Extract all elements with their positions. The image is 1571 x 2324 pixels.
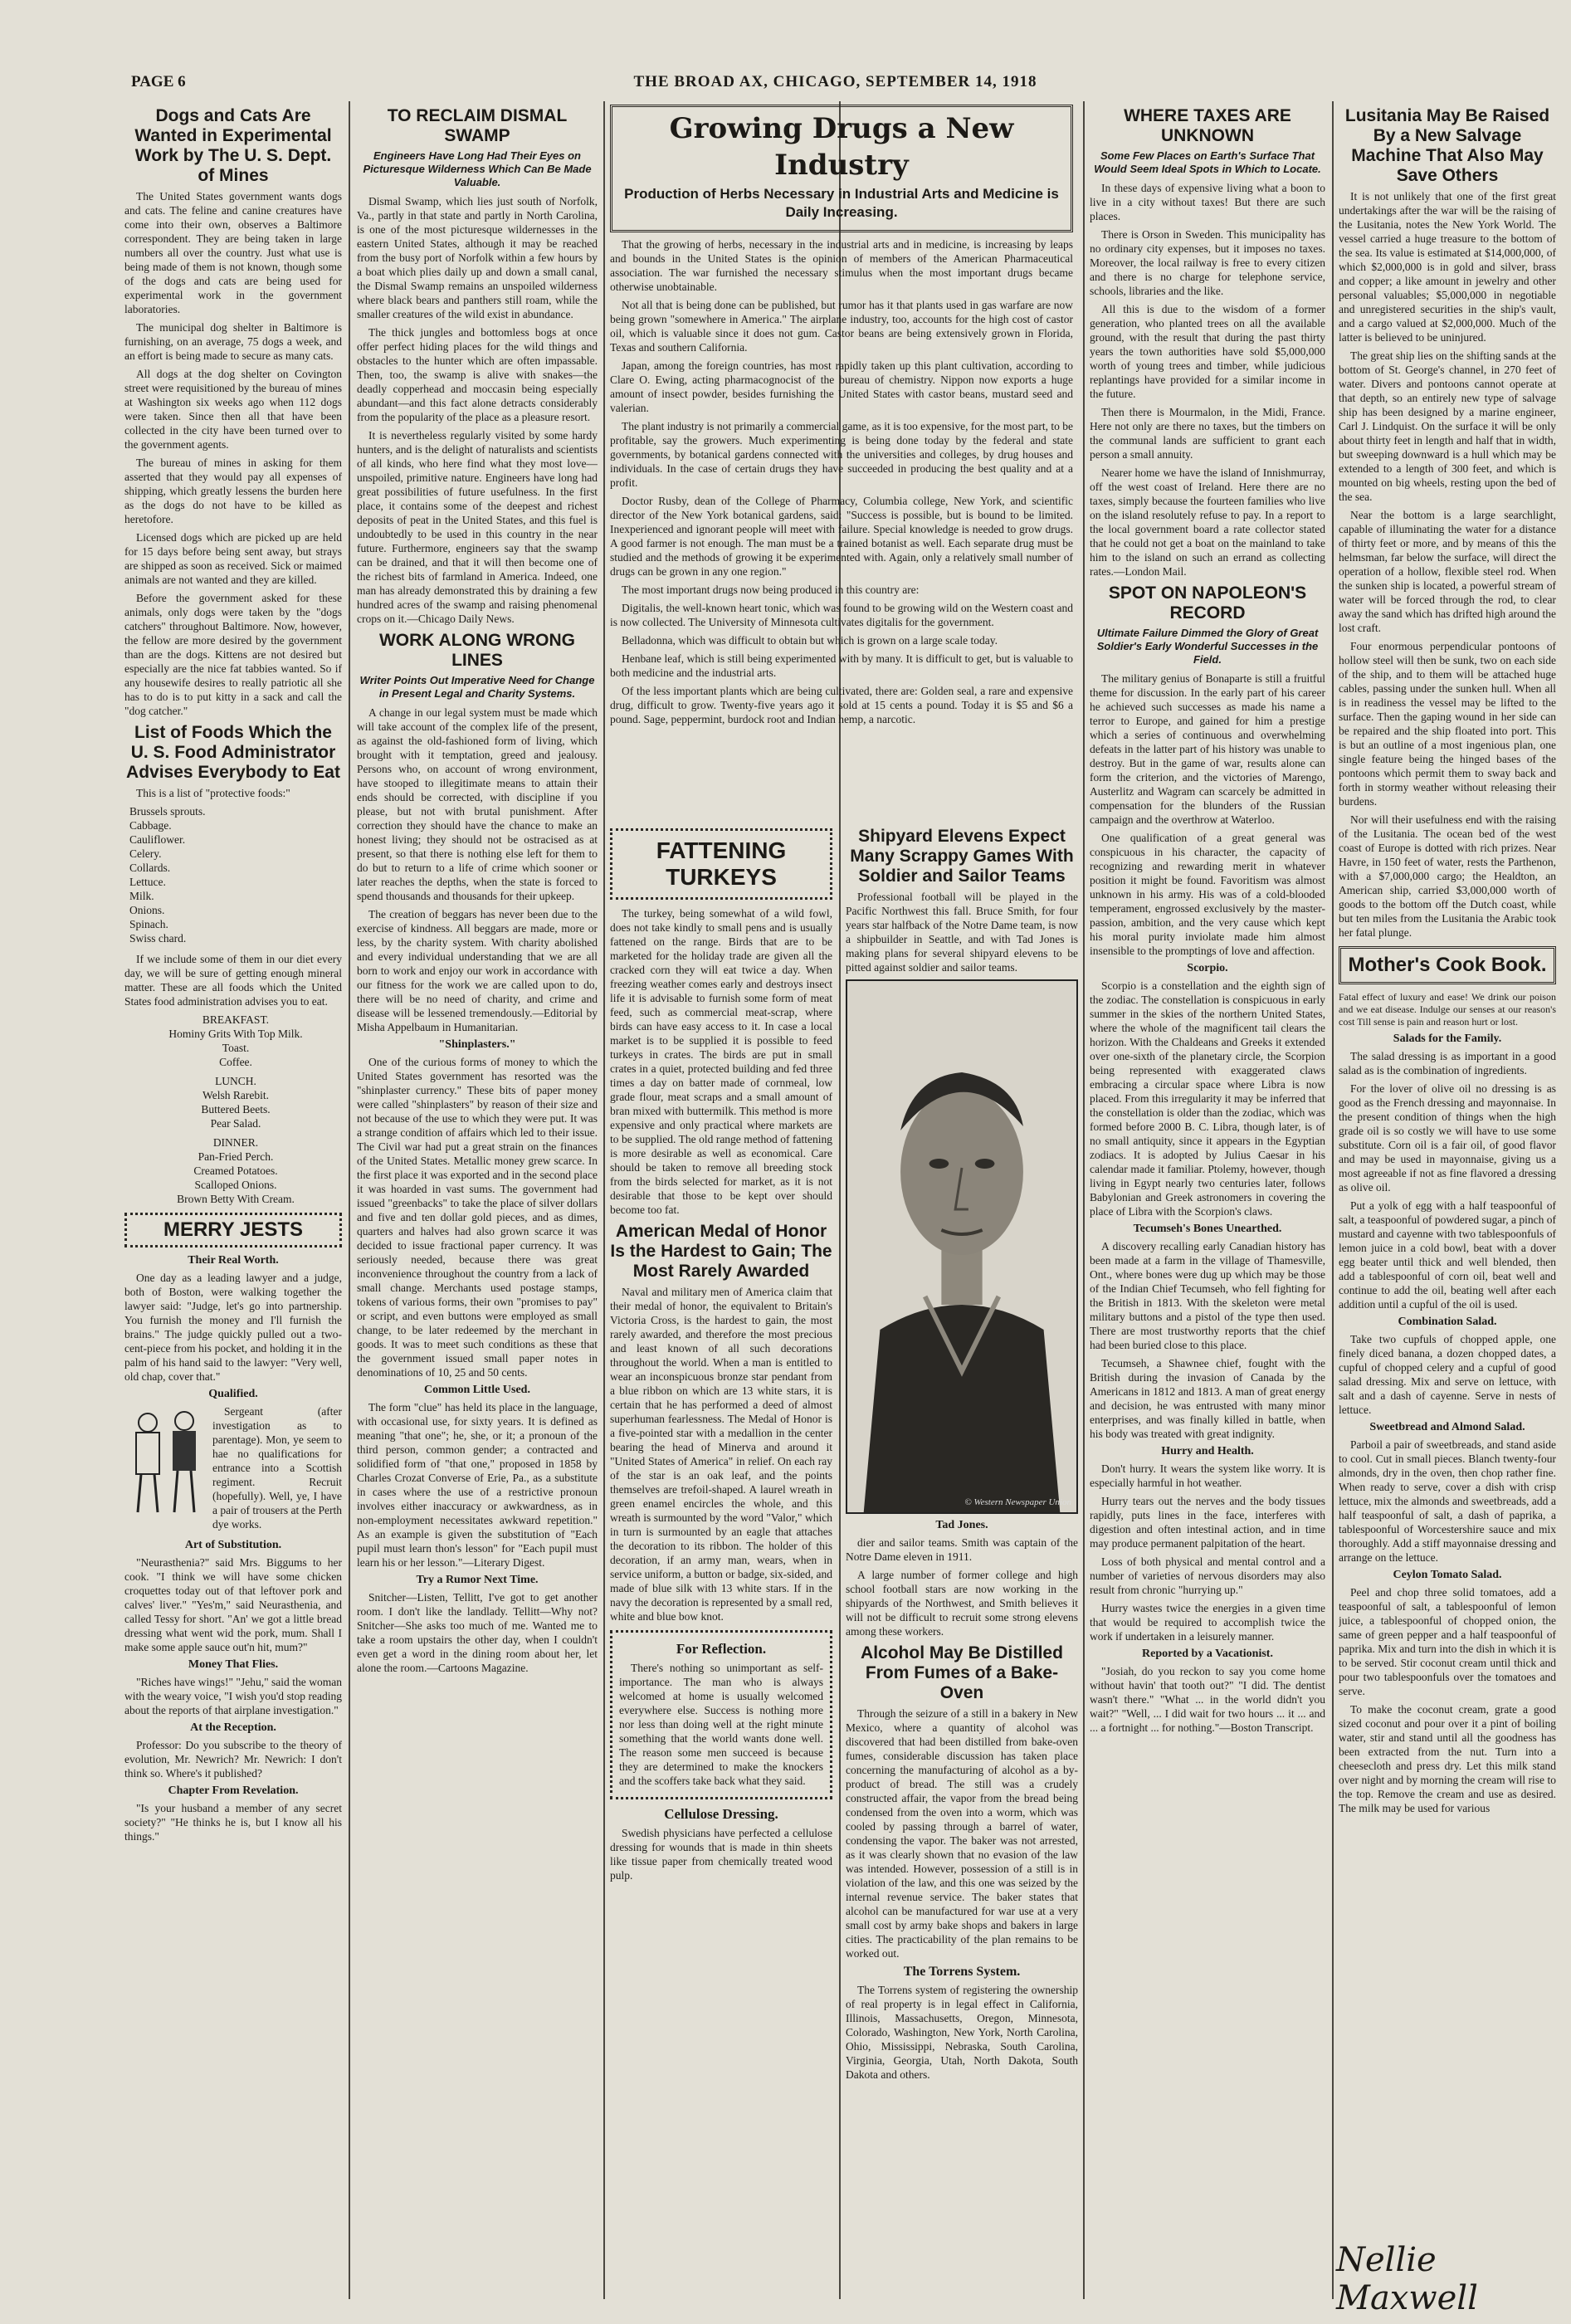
list-item: Spinach. [129,918,168,930]
article-text: Nearer home we have the island of Innishmurray, off the west coast of Ireland. Here there are no taxes, simply because the fourteen families who live on the island resolutely refuse to pay. In a report to the local government board a rate collector stated that he could not get a boat on the mainland to take him to the island on such an errand as collecting rates.—London Mail. [1090,466,1325,578]
article-text: The bureau of mines in asking for them asserted that they would pay all expenses of shipping, which greatly lessens the burden here as the dogs do not have to be killed as heretofore. [124,456,342,525]
headline-medal-of-honor: American Medal of Honor Is the Hardest to Gain; The Most Rarely Awarded [610,1222,832,1281]
cartoon-soldiers-illustration [124,1404,207,1529]
subheadline: Some Few Places on Earth's Surface That Would Seem Ideal Spots in Which to Locate. [1094,149,1321,175]
article-text: The United States government wants dogs and cats. The feline and canine creatures have come into their own, observes a Baltimore correspondent. They are being taken in large numbers all over the country. Just what use is being made of them is not known, though some of the dogs and cats are being used for experimental work in the government laboratories. [124,190,342,315]
article-text: The turkey, being somewhat of a wild fowl, does not take kindly to small pens and is usually fattened on the range. Birds that are to be marketed for the holiday trade are given all the cracked corn they will eat twice a day. When freezing weather comes early and destroys insect life it is advisable to furnish some form of meat feed, such as commercial meat-scrap, where birds can have easy access to it. In case a local market is to be supplied it is possible to feed turkeys in crates. The birds are put in small crates in a quiet, protected building and fed three times a day on batter made of cornmeal, low grade flour, meat scraps and a small amount of bran mixed with buttermilk. This method is more expensive and only practical where markets are to be supplied. The old range method of fattening is more desirable as well as economical. Care should be taken to remove all breeding stock from the birds selected for market, as it is not desirable that those to be kept over should become too fat. [610,907,832,1216]
section-heading: Reported by a Vacationist. [1142,1648,1273,1660]
article-text: Japan, among the foreign countries, has most rapidly taken up this plant cultivation, according to Clare O. Ewing, acting pharmacognocist of the bureau of chemistry. Nippon now exports a huge amount of insect powder, besides furnishing the United States with castor beans, mustard seed and valerian. [610,359,1073,414]
article-text: Naval and military men of America claim that their medal of honor, the equivalent to Britain's Victoria Cross, is the hardest to gain, the most rarely awarded, and therefore the most precious and least known of all such decorations throughout the world. When a man is entitled to wear an inconspicuous bronze star pendant from a blue ribbon on which are 13 white stars, it is certain that he has performed a deed of almost superhuman fearlessness. The Medal of Honor is a five-pointed star with a medallion in the center bearing the head of Minerva and around it "United States of America" in relief. On each ray of the star is an oak leaf, and the points themselves are trefoil-shaped. A laurel wreath in green enamel encircles the whole, and this wreath is surmounted by the word "Valor," which in turn is surmounted by an eagle that attaches the decoration to its ribbon. The holder of this decoration, if an army man, wears, when in service uniform, a button or badge, six-sided, and made of blue silk with 13 white stars. If in the navy the decoration is represented by a small red, white and blue bow knot. [610,1286,832,1623]
column-rule [1083,101,1085,2299]
jest-with-cartoon [124,1404,342,1536]
column-rule [349,101,350,2299]
merry-jests-title: MERRY JESTS [163,1218,304,1241]
article-text: Hurry wastes twice the energies in a given time that would be required to accomplish twice the work if undertaken in a leisurely manner. [1090,1602,1325,1643]
article-text: The creation of beggars has never been due to the exercise of kindness. All beggars are made, more or less, by the charity system. With charity abolished and every individual understanding that we are all born to work and enjoy our work in accordance with our fitness for the work we are called upon to do, there will be no need of charity, and crime and disease will be lessened tremendously.—Editorial by Misha Appelbaum in Humanitarian. [357,908,598,1033]
article-text: Near the bottom is a large searchlight, capable of illuminating the water for a distance of thirty feet or more, and by means of this the helmsman, far below the surface, will direct the operation of a hollow, flexible steel rod. When the sunken ship is located, a powerful stream of water will be forced through the rod, to clear away the sand which has drifted high around the lost craft. [1339,509,1556,634]
menu-heading: LUNCH. [215,1075,256,1087]
masthead [124,73,1546,93]
article-text: The salad dressing is as important in a good salad as is the combination of ingredients. [1339,1050,1556,1077]
portrait-image [847,981,1076,1512]
article-text: The municipal dog shelter in Baltimore is furnishing, on an average, 75 dogs a week, and an effort is being made to secure as many cats. [124,321,342,362]
jest-text: Professor: Do you subscribe to the theory of evolution, Mr. Newrich? Mr. Newrich: I don't think so. Where's it published? [124,1739,342,1780]
article-text: Don't hurry. It wears the system like worry. It is especially harmful in hot weather. [1090,1462,1325,1489]
list-item: Brussels sprouts. [129,805,206,818]
article-text: Through the seizure of a still in a bakery in New Mexico, where a quantity of alcohol was discovered that had been distilled from bake-oven fumes, considerable discussion has taken place concerning the manufacturing of alcohol as a by-product of bread. The still was a crudely constructed affair, the vapor from the bread being condensed from the oven into a worm, which was cooled by passing through a barrel of water, condensing the vapor. The baker was not arrested, as it was clearly shown that no evasion of the law was intended. However, possession of a still is in violation of the law, and this one was seized by the internal revenue service. The baker states that alcohol can be manufactured for war use at a very small cost by army bake shops and bakers in large cities. The practicability of the plan remains to be worked out. [846,1707,1078,1960]
list-item: Collards. [129,862,171,874]
drugs-subheadline: Production of Herbs Necessary in Industrial Arts and Medicine is Daily Increasing. [624,186,1059,220]
page-number: PAGE 6 [131,73,186,90]
menu [129,1013,342,1206]
section-heading: The Torrens System. [903,1965,1021,1979]
menu-heading: DINNER. [212,1136,259,1149]
article-text: If we include some of them in our diet every day, we will be sure of getting enough mineral matter. These are all foods which the United States food administration advises you to eat. [124,953,342,1008]
jest-heading: Chapter From Revelation. [168,1784,299,1797]
article-text: Take two cupfuls of chopped apple, one finely diced banana, a dozen chopped dates, a cupful of chopped celery and a cupful of good salad dressing. Mix and serve on lettuce, with salt and a dash of cayenne. Serve in nests of lettuce. [1339,1333,1556,1416]
reflection-heading: For Reflection. [676,1641,767,1657]
article-text: Snitcher—Listen, Tellitt, I've got to get another room. I don't like the landlady. Tellitt—Why not? Snitcher—She asks too much of me. Wanted me to take a room upstairs the other day, when I couldn't even get a word in the dining room about her, let alone the room.—Cartoons Magazine. [357,1591,598,1674]
article-text: The most important drugs now being produced in this country are: [622,583,920,596]
article-text: In these days of expensive living what a boon to live in a city without taxes! But there are such places. [1090,182,1325,222]
section-heading: Scorpio. [1187,962,1228,974]
drugs-headline: Growing Drugs a New Industry [669,112,1014,182]
article-text: A large number of former college and high school football stars are now working in the shipyards of the Northwest, and Smith believes it will not be difficult to recruit some strong elevens among these workers. [846,1569,1078,1638]
article-text: That the growing of herbs, necessary in the industrial arts and in medicine, is increasing by leaps and bounds in the United States is the opinion of members of the American Pharmaceutical association. The war furnished the necessary stimulus when the most important drugs became otherwise unobtainable. [610,238,1073,293]
jest-text: "Is your husband a member of any secret society?" "He thinks he is, but I know all his things." [124,1802,342,1843]
article-text: Dismal Swamp, which lies just south of Norfolk, Va., partly in that state and partly in North Carolina, is one of the most picturesque wildernesses in the eastern United States, although it may be reached from the busy port of Norfolk within a few hours by a boat which plies daily up and down a small canal, the Dismal Swamp remains an unspoiled wilderness where black bears and panthers still roam, while the smaller creatures of the wild exist in abundance. [357,195,598,320]
menu-item: Brown Betty With Cream. [177,1193,295,1205]
column-3 [610,822,832,2299]
article-text: Belladonna, which was difficult to obtain but which is grown on a large scale today. [622,634,998,647]
article-text: Before the government asked for these animals, only dogs were taken by the "dogs catchers" throughout Baltimore. Now, however, the fellow are more desired by the government than are the dogs. Kittens are not desired but especially are the nice fat tabbies wanted. So if any housewife desires to really patriotic all she has to do is to put kitty in a sack and call the "dog catcher." [124,592,342,717]
article-text: Of the less important plants which are being cultivated, there are: Golden seal, a rare and expensive drug, difficult to grow. Twenty-five years ago it sold at 15 cents a pound. Today it is $5 and $6 a pound. Sage, peppermint, burdock root and Indian hemp, a narcotic. [610,685,1073,725]
article-text: The great ship lies on the shifting sands at the bottom of St. George's channel, in 270 feet of water. Divers and pontoons cannot operate at that depth, so an entirely new type of salvage ship has been designed by a marine engineer, Carl J. Lindquist. On the surface it will be only about thirty feet in length and half that in width, but sweeping downward is a hull which may be extended to a length of 300 feet, and which is mounted on big wheels, resting upon the bed of the sea. [1339,349,1556,503]
menu-item: Welsh Rarebit. [202,1089,269,1101]
article-text: A discovery recalling early Canadian history has been made at a farm in the village of Thamesville, Ont., where bones were dug up which may be those of the Indian Chief Tecumseh, who fell fighting for the British in 1813. With the skeleton were metal military buttons and a pistol of the type then used. There are most trustworthy reports that the chief had been buried close to this place. [1090,1240,1325,1351]
section-heading: Try a Rumor Next Time. [416,1574,539,1586]
turkeys-banner [610,828,832,900]
article-text: Henbane leaf, which is still being experimented with by many. It is difficult to get, but is valuable to both medicine and the industrial arts. [610,652,1073,679]
article-text: One of the curious forms of money to which the United States government has resorted was the "shinplaster currency." These bits of paper money were called "shinplasters" by reason of their size and not because of the use to which they were put. It was a strange condition of affairs which led to their issue. The Civil war had put a great strain on the finances of the United States. Metallic money grew scarce. In the first place it was exported and in the second place it was hoarded in vast sums. The government had issued "greenbacks" to take the place of silver dollars and five and ten dollar gold pieces, and as dimes, quarters and halves had also grown scarce it was decided to issue fractional paper currency. It was seriously needed, because there was great inconvenience throughout the country from a lack of small change. Merchants used postage stamps, tokens of various forms, their own "promises to pay" or script, and even buttons were employed as small change, to be later redeemed by the merchant in goods. It was to meet such conditions as these that the government issued small paper notes in denominations of 10, 25 and 50 cents. [357,1056,598,1379]
jest-text: One day as a leading lawyer and a judge, both of Boston, were walking together the lawyer said: "Judge, let's go into partnership. You furnish the money and I'll furnish the brains." The judge quickly pulled out a two-cent-piece from his pocket, and holding it in the palm of his hand said to the lawyer: "Very well, old chap, cover that." [124,1272,342,1383]
article-text: Digitalis, the well-known heart tonic, which was found to be growing wild on the Western coast and is now collected. The University of Minnesota cultivates digitalis for the government. [610,602,1073,628]
article-text: For the lover of olive oil no dressing is as good as the French dressing and mayonnaise. In the present condition of things when the high grade oil is so costly we will have to use some substitute. Corn oil is a fair oil, of good flavor and may be used in mayonnaise, giving us a most agreeable if not as fine flavored a dressing as olive oil. [1339,1082,1556,1194]
headline-napoleon: SPOT ON NAPOLEON'S RECORD [1108,583,1307,622]
cook-book-title: Mother's Cook Book. [1348,954,1547,976]
article-text: dier and sailor teams. Smith was captain of the Notre Dame eleven in 1911. [846,1536,1078,1563]
section-heading: Ceylon Tomato Salad. [1393,1569,1502,1581]
headline-lusitania: Lusitania May Be Raised By a New Salvage Machine That Also May Save Others [1344,106,1550,185]
column-rule [603,101,605,2299]
jest-heading: Their Real Worth. [188,1254,279,1267]
article-text: Four enormous perpendicular pontoons of hollow steel will then be sunk, two on each side of the ship, and to them will be attached huge cables, passing under the sunken hull. When all is in readiness the vessel may be lifted to the surface. Then the gaping wound in her side can be repaired and the ship floated into port. This is but an outline of a most ingenious plan, one single feature being the hinged bases of the pontoons which permit them to sway back and forth in stormy weather without releasing their burdens. [1339,640,1556,808]
article-text: Loss of both physical and mental control and a number of varieties of nervous disorders may also result from chronic "hurrying up." [1090,1555,1325,1596]
jest-text: "Riches have wings!" "Jehu," said the woman with the weary voice, "I wish you'd stop reading about the reports of that airplane investigation." [124,1676,342,1716]
subheadline: Engineers Have Long Had Their Eyes on Picturesque Wilderness Which Can Be Made Valuable. [363,149,592,188]
article-text: Put a yolk of egg with a half teaspoonful of salt, a teaspoonful of powdered sugar, a pinch of mustard and cayenne with two tablespoonfuls of lemon juice in a cold bowl, beat with a dover egg beater until thick and well blended, then add a tablespoonful of corn oil, beat well and continue to add the oil, beating well after each addition until a cupful of the oil is used. [1339,1199,1556,1311]
jest-text: "Neurasthenia?" said Mrs. Biggums to her cook. "I think we will have some chicken croquettes today out of that leftover pork and calves' liver." "Yes'm," said Neurasthenia, and called Tessy for short. "An' we got a little bread dressing what went wid the pork, mum. Shall I make some apple sauce out'n hit, mum?" [124,1556,342,1653]
section-heading: Salads for the Family. [1393,1033,1502,1045]
headline-foods-list: List of Foods Which the U. S. Food Administrator Advises Everybody to Eat [126,723,340,782]
article-text: Scorpio is a constellation and the eighth sign of the zodiac. The constellation is conspicuous in early summer in the skies of the northern United States, where the whole of the magnificent tail clears the horizon. With the Chaldeans and Greeks it extended over one-sixth of the planetary circle, the Scorpion being represented with exaggerated claws embracing a circular space where Libra is now placed. From this irregularity it may be inferred that the constellation is older than the zodiac, which was formed before 2000 B. C. Libra, though later, is of no small antiquity, since it appears in the Egyptian zodiacs. It is adopted by Julius Caesar in his calendar made it familiar. Ptolemy, however, though living in Egypt nearly two centuries later, follows Babylonian and Greek astronomers in covering the place of Libra with the Scorpion's claws. [1090,979,1325,1218]
drugs-article [610,237,1073,726]
tad-jones-photo [846,979,1078,1514]
menu-item: Pan-Fried Perch. [198,1150,274,1163]
menu-item: Buttered Beets. [201,1103,271,1116]
headline-shipyard-elevens: Shipyard Elevens Expect Many Scrappy Games With Soldier and Sailor Teams [850,827,1074,886]
menu-item: Scalloped Onions. [194,1179,277,1191]
article-text: The plant industry is not primarily a commercial game, as it is too expensive, for the most part, to be profitable, say the growers. Much experimenting is being done today by the federal and state governments, by botanical gardens connected with the universities and colleges, by drug houses and individuals. In the case of certain drugs they have succeeded in producing the best quality and at a profit. [610,420,1073,489]
subheadline: Writer Points Out Imperative Need for Change in Present Legal and Charity Systems. [359,674,595,700]
article-text: All dogs at the dog shelter on Covington street were requisitioned by the bureau of mines at Washington six weeks ago when 112 dogs were taken. Since then all that have been collected in the city have been turned over to the government agents. [124,368,342,451]
list-item: Cauliflower. [129,833,186,846]
masthead-title: THE BROAD AX, CHICAGO, SEPTEMBER 14, 1918 [633,73,1037,90]
article-text: Not all that is being done can be published, but rumor has it that plants used in gas warfare are now being grown "somewhere in America." The airplane industry, too, accounts for the high cost of castor oil, which is valuable since it does not gum. Castor beans are being extensively grown in Florida, Texas and southern California. [610,299,1073,354]
menu-item: Toast. [222,1042,250,1054]
menu-item: Pear Salad. [210,1117,261,1130]
section-heading: Common Little Used. [424,1384,530,1396]
article-text: To make the coconut cream, grate a good sized coconut and pour over it a pint of boiling water, stir and stand until all the goodness has been extracted from the nut. Turn into a cheesecloth and press dry. Let this milk stand over night and by morning the cream will rise to the top. Remove the cream and use as desired. The milk may be used for various [1339,1703,1556,1814]
section-heading: Cellulose Dressing. [664,1806,778,1822]
column-5 [1090,101,1325,2299]
article-text: The military genius of Bonaparte is still a fruitful theme for discussion. In the early part of his career he achieved such successes as made his name a terror to Europe, and gained for him a prestige which a series of continuous and overwhelming defeats in the latter part of his history was unable to destroy. But in the game of war, results alone can form the criterion, and the victories of Marengo, Austerlitz and Wagram can scarcely be admitted in compensation for the blunders of the Russian campaign and the overthrow at Waterloo. [1090,672,1325,826]
list-item: Lettuce. [129,876,166,888]
article-text: This is a list of "protective foods:" [136,787,290,799]
article-text: It is nevertheless regularly visited by some hardy hunters, and is the delight of naturalists and scientists of all kinds, who here find what they most love—unspoiled, primitive nature. Engineers have long had great possibilities of future usefulness. In the first place, it contains some of the deepest and richest deposits of peat in the United States, and this fuel is undoubtedly to be used in this country in the near future. Furthermore, engineers say that the swamp can be drained, and that it will then become one of the richest bits of farmland in America. Indeed, one man has already demonstrated this by draining a few hundred acres of the swamp and raising phenomenal crops on it.—Chicago Daily News. [357,429,598,625]
reflection-box [610,1630,832,1799]
cook-book-verse: Fatal effect of luxury and ease! We drink our poison and we eat disease. Indulge our senses at our reason's cost Till sense is pain and reason hurt or lost. [1339,991,1556,1028]
column-6 [1339,101,1556,2299]
photo-credit: © Western Newspaper Union [964,1497,1071,1507]
column-2 [357,101,598,2299]
list-item: Swiss chard. [129,932,187,945]
foods-list [129,804,342,945]
article-text: The thick jungles and bottomless bogs at once offer perfect hiding places for the wild things and obstacles to the hunter which are often impassable. Then, too, the swamp is alive with snakes—the deadly copperhead and moccasin being especially abundant—and this fact alone detracts considerably from the popularity of the place as a pleasure resort. [357,326,598,423]
list-item: Onions. [129,904,165,916]
menu-item: Creamed Potatoes. [193,1164,278,1177]
jest-heading: At the Reception. [190,1721,276,1734]
headline-dogs-cats: Dogs and Cats Are Wanted in Experimental Work by The U. S. Dept. of Mines [134,106,332,185]
signature: Nellie Maxwell [1336,2241,1478,2317]
menu-item: Hominy Grits With Top Milk. [168,1028,303,1040]
section-heading: Tecumseh's Bones Unearthed. [1133,1223,1282,1235]
section-heading: "Shinplasters." [438,1038,516,1051]
column-1 [124,101,342,2299]
subheadline: Ultimate Failure Dimmed the Glory of Great Soldier's Early Wonderful Successes in the Field. [1096,627,1319,666]
section-heading: Sweetbread and Almond Salad. [1369,1421,1525,1433]
article-text: Hurry tears out the nerves and the body tissues rapidly, puts lines in the face, interferes with digestion and often intestinal action, and in time may produce permanent palpitation of the heart. [1090,1495,1325,1550]
list-item: Cabbage. [129,819,172,832]
article-text: Swedish physicians have perfected a cellulose dressing for wounds that is made in thin sheets like tissue paper from chemically treated wood pulp. [610,1827,832,1882]
turkeys-headline: FATTENING TURKEYS [656,837,787,890]
menu-heading: BREAKFAST. [202,1013,270,1026]
column-4 [846,822,1078,2299]
jest-text: Sergeant (after investigation as to parentage). Mon, ye seem to hae no qualifications for entrance into a Scottish regiment. Recruit (hopefully). Well, ye, I have a pair of trousers at the Perth dye works. [212,1405,342,1531]
article-text: There is Orson in Sweden. This municipality has no ordinary city expenses, but it imposes no taxes. Moreover, the local railway is free to every citizen and there is no charge for telephone service, schools, libraries and the like. [1090,228,1325,297]
article-text: The form "clue" has held its place in the language, with occasional use, for sixty years. It is defined as meaning "that one"; he, she, or it; a pronoun of the third person, common gender; a contracted and solidified form of "that one," proposed in 1858 by Charles Crozat Converse of Erie, Pa., as a substitute in cases where the use of a restrictive pronoun involves either inaccuracy or awkwardness, as in non-employment necessitates awkward repetition." As an example is given the substitution of "Each pupil must learn thon's lesson" for "Each pupil must learn his or her lesson."—Literary Digest. [357,1401,598,1569]
article-text: Peel and chop three solid tomatoes, add a teaspoonful of salt, a tablespoonful of lemon juice, a tablespoonful of chopped onion, the same of green pepper and a half teaspoonful of paprika. Mix and turn into the dish in which it is to be served. Stir coconut cream until thick and pour two tablespoonfuls over the tomatoes and serve. [1339,1586,1556,1697]
article-text: Tecumseh, a Shawnee chief, fought with the British during the invasion of Canada by the Americans in 1812 and 1813. A man of great energy and decision, he was entrusted with many minor enterprises, and was finally killed in battle, when his body was treated with great indignity. [1090,1357,1325,1440]
article-text: Parboil a pair of sweetbreads, and stand aside to cool. Cut in small pieces. Blanch twenty-four almonds, dry in the oven, then chop rather fine. When ready to serve, cover a dish with crisp lettuce, mix the almonds and sweetbreads, add a half teaspoonful of salt, a dash of paprika, a tablespoonful of Worcestershire sauce and mix thoroughly. Add a stiff mayonnaise dressing and arrange on the lettuce. [1339,1438,1556,1564]
article-text: Professional football will be played in the Pacific Northwest this fall. Bruce Smith, for four years star halfback of the Notre Dame team, is now a shipbuilder in Seattle, and with Tad Jones is making plans for several shipyard elevens to be pitted against soldier and sailor teams. [846,891,1078,974]
list-item: Milk. [129,890,154,902]
list-item: Celery. [129,847,162,860]
article-text: Nor will their usefulness end with the raising of the Lusitania. The ocean bed of the west coast of Europe is dotted with rich prizes. Near Havre, in 150 feet of water, rests the Parthenon, with a $7,000,000 cargo; the Healdton, an American ship, carried $3,000,000 worth of goods to the bottom off the Dutch coast, while but ten miles from the Lusitania the Arabic took her fatal plunge. [1339,813,1556,939]
article-text: Then there is Mourmalon, in the Midi, France. Here not only are there no taxes, but the timbers on the communal lands are sufficient to grant each person a small annuity. [1090,406,1325,461]
photo-caption: Tad Jones. [935,1519,988,1531]
drugs-headline-box [610,105,1073,232]
section-heading: Hurry and Health. [1161,1445,1254,1457]
merry-jests-banner [124,1213,342,1247]
headline-taxes-unknown: WHERE TAXES ARE UNKNOWN [1124,106,1291,145]
article-text: One qualification of a great general was conspicuous in his character, the capacity of recognizing and rewarding merit in whatever position it might be found. Favoritism was almost unknown in his army. His was of a cold-blooded temperament, engrossed exclusively by the master-passion, ambition, and the very cause which kept his moral purity inviolate made him almost insensible to the promptings of love and affection. [1090,832,1325,957]
headline-wrong-lines: WORK ALONG WRONG LINES [378,631,576,670]
reflection-text: There's nothing so unimportant as self-importance. The man who is always welcomed at home is usually welcomed everywhere else. Success is nothing more nor less than doing well at the right minute something that the world wants done well. The reason some men succeed is because they are determined to make the knockers and the scoffers take back what they said. [619,1662,823,1787]
article-text: A change in our legal system must be made which will take account of the complex life of the present, as against the old-fashioned form of living, which brought with it temptation, greed and jealousy. Persons who, on account of wrong environment, have stooped to illegitimate means to attain their ends should be corrected, with discipline if you please, but not with brutal punishment. After correction they should have the chance to make an honest living; they should not be ostracised as at present, so that there is nothing else left for them to do but to return to a life of crime which sooner or later reaches the depths, when the state is forced to spend thousands and thousands for their upkeep. [357,706,598,902]
article-text: Licensed dogs which are picked up are held for 15 days before being sent away, but strays are shipped as soon as received. Sick or maimed animals are not wanted and they are killed. [124,531,342,586]
article-text: "Josiah, do you reckon to say you come home without havin' that tooth out?" "I did. The dentist wasn't there." "What ... in the world didn't you wait?" "Well, ... I did wait for two hours ... it ... and ... a fortnight ... for nothing."—Boston Transcript. [1090,1665,1325,1734]
jest-heading: Art of Substitution. [184,1539,282,1551]
headline-dismal-swamp: TO RECLAIM DISMAL SWAMP [387,106,568,145]
jest-heading: Money That Flies. [188,1658,279,1671]
jest-heading: Qualified. [208,1388,258,1400]
column-rule [1332,101,1334,2299]
menu-item: Coffee. [219,1056,252,1068]
article-text: Doctor Rusby, dean of the College of Pharmacy, Columbia college, New York, and scientific director of the New York botanical gardens, said: "Success is possible, but is bound to be limited. Inexperienced and ignorant people will meet with failure. Special knowledge is needed to grow drugs. A good farmer is not enough. The man must be a trained botanist as well. Each separate drug must be studied and the methods of growing it be experimented with. Again, only a relatively small number of drugs can be grown in any one region." [610,495,1073,578]
section-heading: Combination Salad. [1398,1316,1497,1328]
headline-alcohol-bake-oven: Alcohol May Be Distilled From Fumes of a Bake-Oven [861,1643,1063,1702]
cook-book-banner [1339,946,1556,984]
article-text: The Torrens system of registering the ownership of real property is in legal effect in California, Illinois, Massachusetts, Oregon, Minnesota, Colorado, Washington, New York, North Carolina, Ohio, Mississippi, Nebraska, South Carolina, Virginia, Georgia, Utah, North Dakota, South Dakota and others. [846,1984,1078,2081]
article-text: All this is due to the wisdom of a former generation, who planted trees on all the available ground, with the result that during the past thirty years the town authorities have sold $5,000,000 worth of young trees and timber, while judicious replantings have provided for a similar income in the future. [1090,303,1325,400]
article-text: It is not unlikely that one of the first great undertakings after the war will be the raising of the Lusitania, notes the New York World. The vessel carried a huge treasure to the bottom of the sea. Its value is estimated at $14,000,000, of which $2,000,000 is in gold and silver, brass and copper; a like amount in jewelry and other personal valuables; $5,000,000 in negotiable and unregistered securities in the ship's vault, and a cargo valued at $2,000,000. Much of the latter is believed to be uninjured. [1339,190,1556,344]
